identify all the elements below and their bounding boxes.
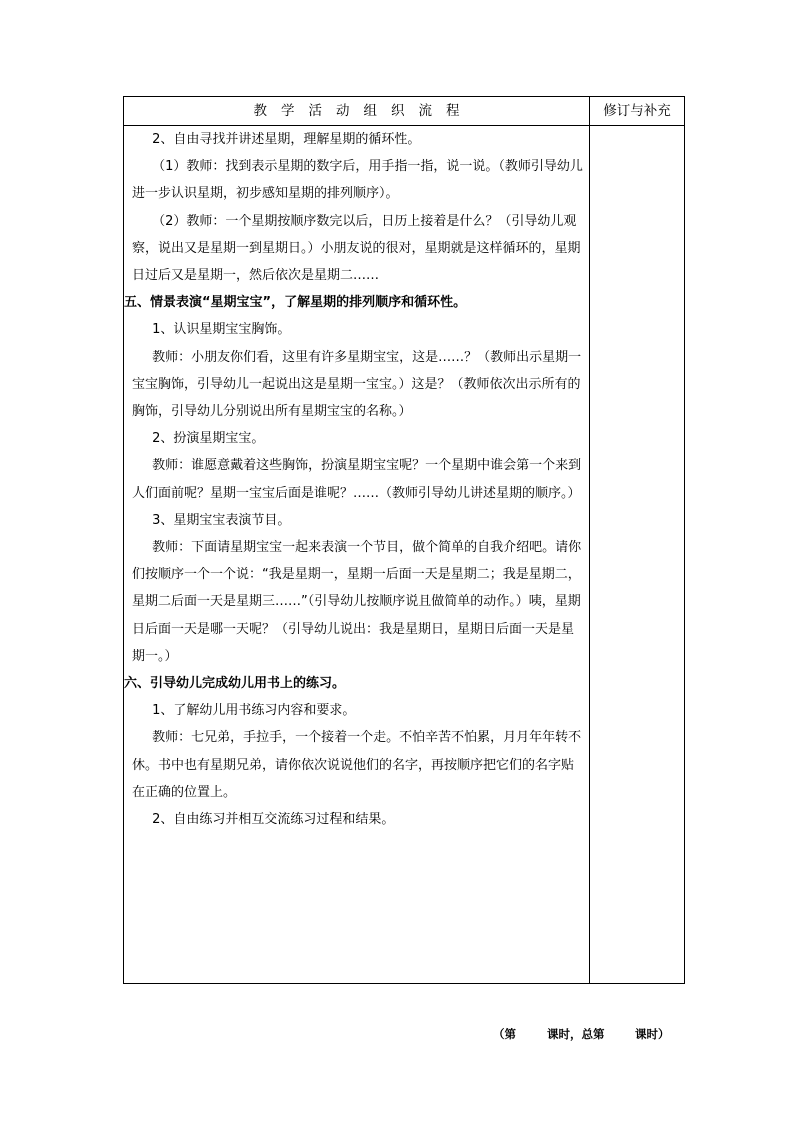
footer-part1: （第 <box>493 1027 516 1041</box>
column-divider <box>589 97 590 983</box>
section-heading: 五、情景表演“星期宝宝”，了解星期的排列顺序和循环性。 <box>124 295 467 311</box>
paragraph: 2、自由寻找并讲述星期，理解星期的循环性。 <box>152 132 421 147</box>
header-revision: 修订与补充 <box>603 103 671 119</box>
lesson-counter-footer <box>493 1024 683 1044</box>
lesson-table <box>123 96 685 984</box>
footer-part3: 课时） <box>635 1027 670 1041</box>
paragraph: 1、了解幼儿用书练习内容和要求。 <box>152 703 356 719</box>
footer-part2: 课时，总第 <box>547 1027 605 1041</box>
paragraph: 教师：谁愿意戴着这些胸饰，扮演星期宝宝呢？一个星期中谁会第一个来到人们面前呢？星期一宝宝后面是谁呢？……（教师引导幼儿讲述星期的顺序。） <box>132 458 582 501</box>
paragraph: 1、认识星期宝宝胸饰。 <box>152 322 291 338</box>
paragraph: 2、扮演星期宝宝。 <box>152 431 265 447</box>
paragraph: 3、星期宝宝表演节目。 <box>152 512 291 528</box>
paragraph: 教师：七兄弟，手拉手，一个接着一个走。不怕辛苦不怕累，月月年年转不休。书中也有星期兄弟，请你依次说说他们的名字，再按顺序把它们的名字贴在正确的位置上。 <box>132 730 582 800</box>
section-heading: 六、引导幼儿完成幼儿用书上的练习。 <box>124 676 346 692</box>
paragraph: （2）教师：一个星期按顺序数完以后，日历上接着是什么？（引导幼儿观察，说出又是星期一到星期日。）小朋友说的很对，星期就是这样循环的，星期日过后又是星期一，然后依次是星期二…… <box>132 213 581 284</box>
paragraph: 2、自由练习并相互交流练习过程和结果。 <box>152 812 395 828</box>
paragraph: 教师：小朋友你们看，这里有许多星期宝宝，这是……？（教师出示星期一宝宝胸饰，引导幼儿一起说出这是星期一宝宝。）这是？（教师依次出示所有的胸饰，引导幼儿分别说出所有星期宝宝的名称。） <box>132 349 582 420</box>
paragraph: （1）教师：找到表示星期的数字后，用手指一指，说一说。（教师引导幼儿进一步认识星期，初步感知星期的排列顺序）。 <box>132 159 583 202</box>
paragraph: 教师：下面请星期宝宝一起来表演一个节目，做个简单的自我介绍吧。请你们按顺序一个一个说：“我是星期一，星期一后面一天是星期二；我是星期二，星期二后面一天是星期三……”（引导幼儿按顺序说且做简单的动作。）咦，星期日后面一天是哪一天呢？（引导幼儿说出：我是星期日，星期日后面一天是星期一。） <box>132 540 582 664</box>
lesson-content <box>124 126 584 833</box>
header-activity-flow: 教学活动组织流程 <box>253 103 474 119</box>
